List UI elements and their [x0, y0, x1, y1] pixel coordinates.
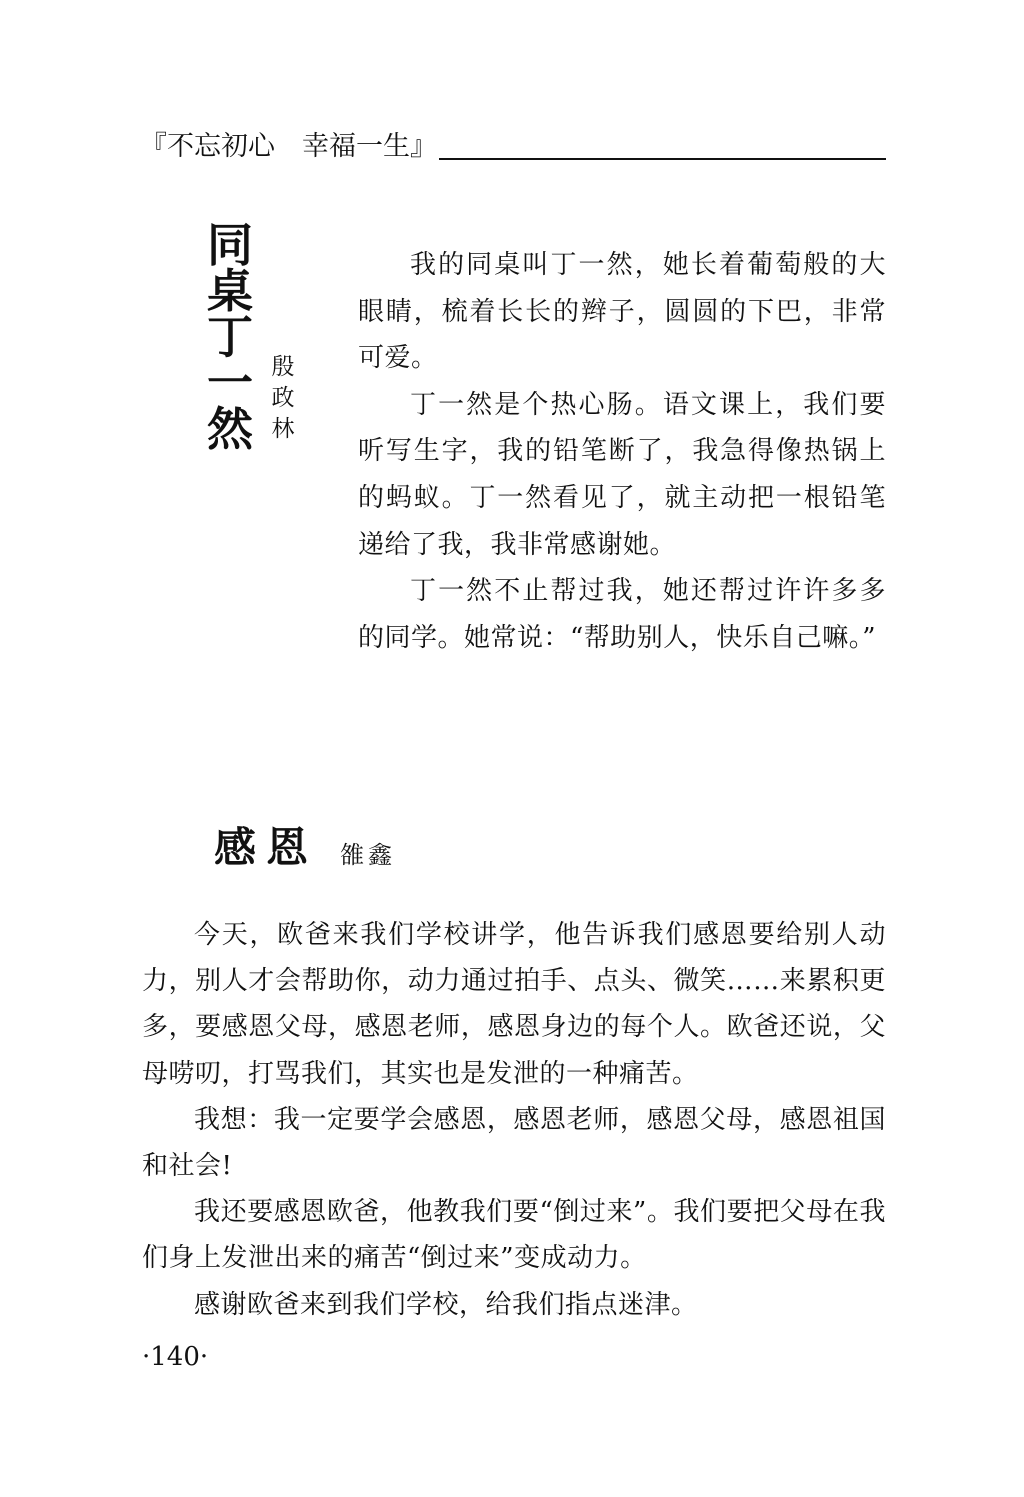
article2-paragraph: 感谢欧爸来到我们学校，给我们指点迷津。 [194, 1289, 698, 1320]
article1-author-char: 政 [271, 385, 295, 411]
article1-title-char: 丁 [207, 310, 253, 364]
article2-author: 雒鑫 [340, 841, 397, 869]
article1-title [204, 218, 256, 456]
header-rule [439, 158, 886, 160]
article1-paragraph: 丁一然是个热心肠。语文课上，我们要听写生字，我的铅笔断了，我急得像热锅上的蚂蚁。丁一然看见了，就主动把一根铅笔递给了我，我非常感谢她。 [358, 389, 886, 560]
article1-paragraph: 我的同桌叫丁一然，她长着葡萄般的大眼睛，梳着长长的辫子，圆圆的下巴，非常可爱。 [358, 250, 886, 374]
article1-author-char: 林 [271, 416, 295, 442]
running-header-title: 『不忘初心 幸福一生』 [140, 131, 437, 162]
article2-title: 感恩 [214, 823, 319, 872]
running-header [140, 124, 886, 164]
article2-paragraph: 今天，欧爸来我们学校讲学，他告诉我们感恩要给别人动力，别人才会帮助你，动力通过拍手、点头、微笑……来累积更多，要感恩父母，感恩老师，感恩身边的每个人。欧爸还说，父母唠叨，打骂我们，其实也是发泄的一种痛苦。 [142, 920, 886, 1089]
article2-body [142, 912, 886, 1328]
article2-paragraph: 我还要感恩欧爸，他教我们要“倒过来”。我们要把父母在我们身上发泄出来的痛苦“倒过来”变成动力。 [142, 1197, 886, 1274]
article1-paragraph: 丁一然不止帮过我，她还帮过许许多多的同学。她常说：“帮助别人，快乐自己嘛。” [358, 576, 886, 653]
article1-title-char: 一 [207, 356, 253, 410]
article1-author-char: 殷 [271, 354, 295, 380]
article1-author [268, 352, 298, 445]
article1-title-char: 然 [207, 402, 253, 456]
article1-body [358, 242, 886, 661]
article2-paragraph: 我想：我一定要学会感恩，感恩老师，感恩父母，感恩祖国和社会! [142, 1104, 886, 1182]
article1-title-char: 同 [207, 218, 253, 272]
article1-title-char: 桌 [207, 264, 253, 318]
page-number: ·140· [142, 1342, 209, 1372]
article2-heading [214, 822, 396, 874]
